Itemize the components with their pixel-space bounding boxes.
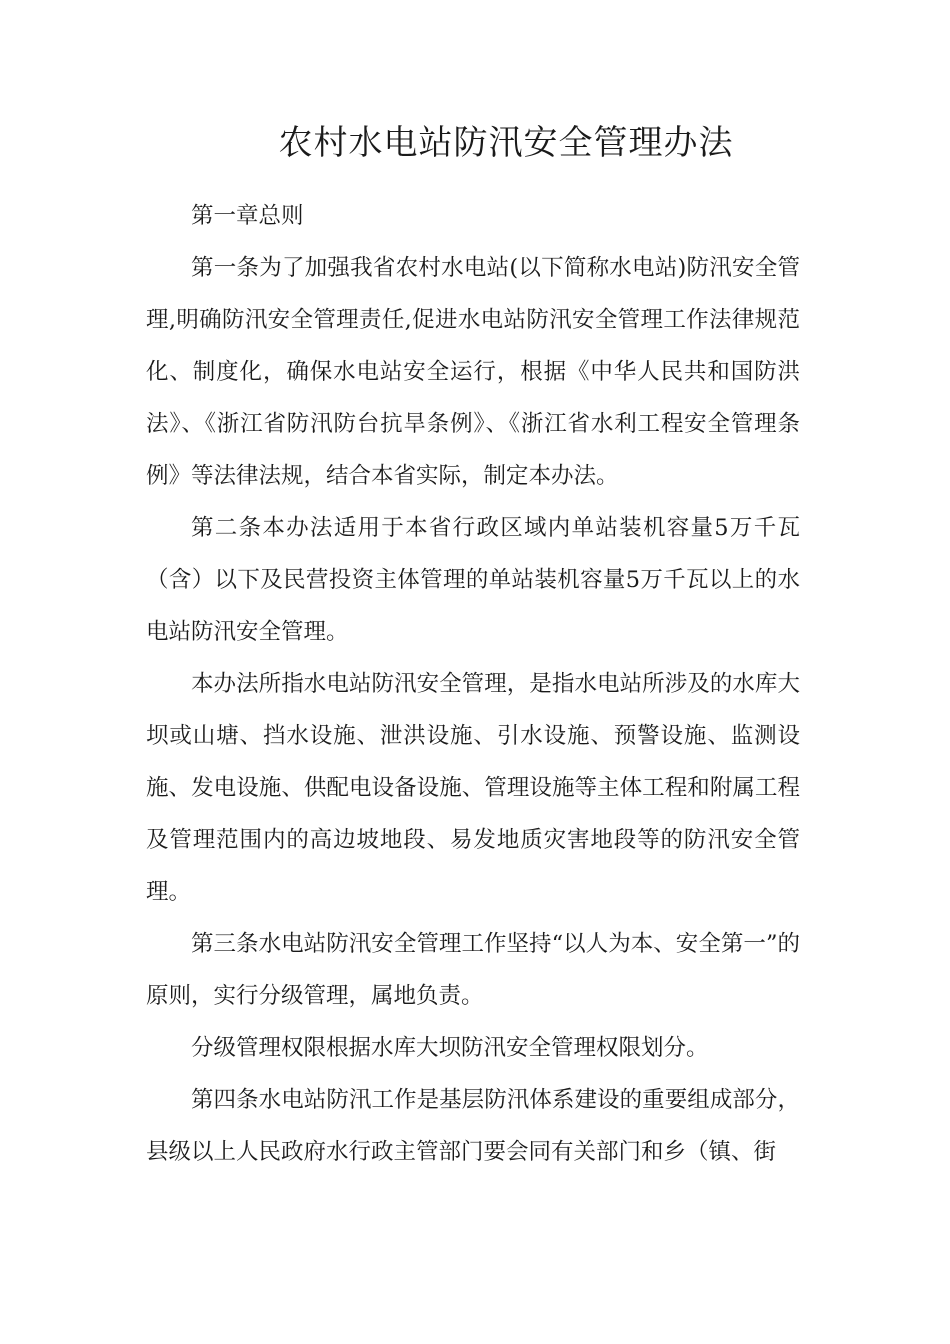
document-body bbox=[146, 190, 800, 1178]
article-2-paragraph: 第二条本办法适用于本省行政区域内单站装机容量5万千瓦（含）以下及民营投资主体管理的单站装机容量5万千瓦以上的水电站防汛安全管理。 bbox=[146, 515, 800, 645]
article-1-paragraph: 第一条为了加强我省农村水电站(以下简称水电站)防汛安全管理,明确防汛安全管理责任,促进水电站防汛安全管理工作法律规范化、制度化，确保水电站安全运行，根据《中华人民共和国防洪法》、《浙江省防汛防台抗旱条例》、《浙江省水利工程安全管理条例》等法律法规，结合本省实际，制定本办法。 bbox=[146, 255, 800, 489]
authority-paragraph: 分级管理权限根据水库大坝防汛安全管理权限划分。 bbox=[191, 1035, 709, 1061]
chapter-heading: 第一章总则 bbox=[191, 203, 304, 229]
article-4-paragraph: 第四条水电站防汛工作是基层防汛体系建设的重要组成部分，县级以上人民政府水行政主管部门要会同有关部门和乡（镇、街 bbox=[146, 1087, 800, 1165]
scope-paragraph: 本办法所指水电站防汛安全管理，是指水电站所涉及的水库大坝或山塘、挡水设施、泄洪设施、引水设施、预警设施、监测设施、发电设施、供配电设备设施、管理设施等主体工程和附属工程及管理范围内的高边坡地段、易发地质灾害地段等的防汛安全管理。 bbox=[146, 671, 800, 905]
article-3-paragraph: 第三条水电站防汛安全管理工作坚持“以人为本、安全第一”的原则，实行分级管理，属地负责。 bbox=[146, 931, 800, 1009]
document-title: 农村水电站防汛安全管理办法 bbox=[278, 123, 734, 163]
